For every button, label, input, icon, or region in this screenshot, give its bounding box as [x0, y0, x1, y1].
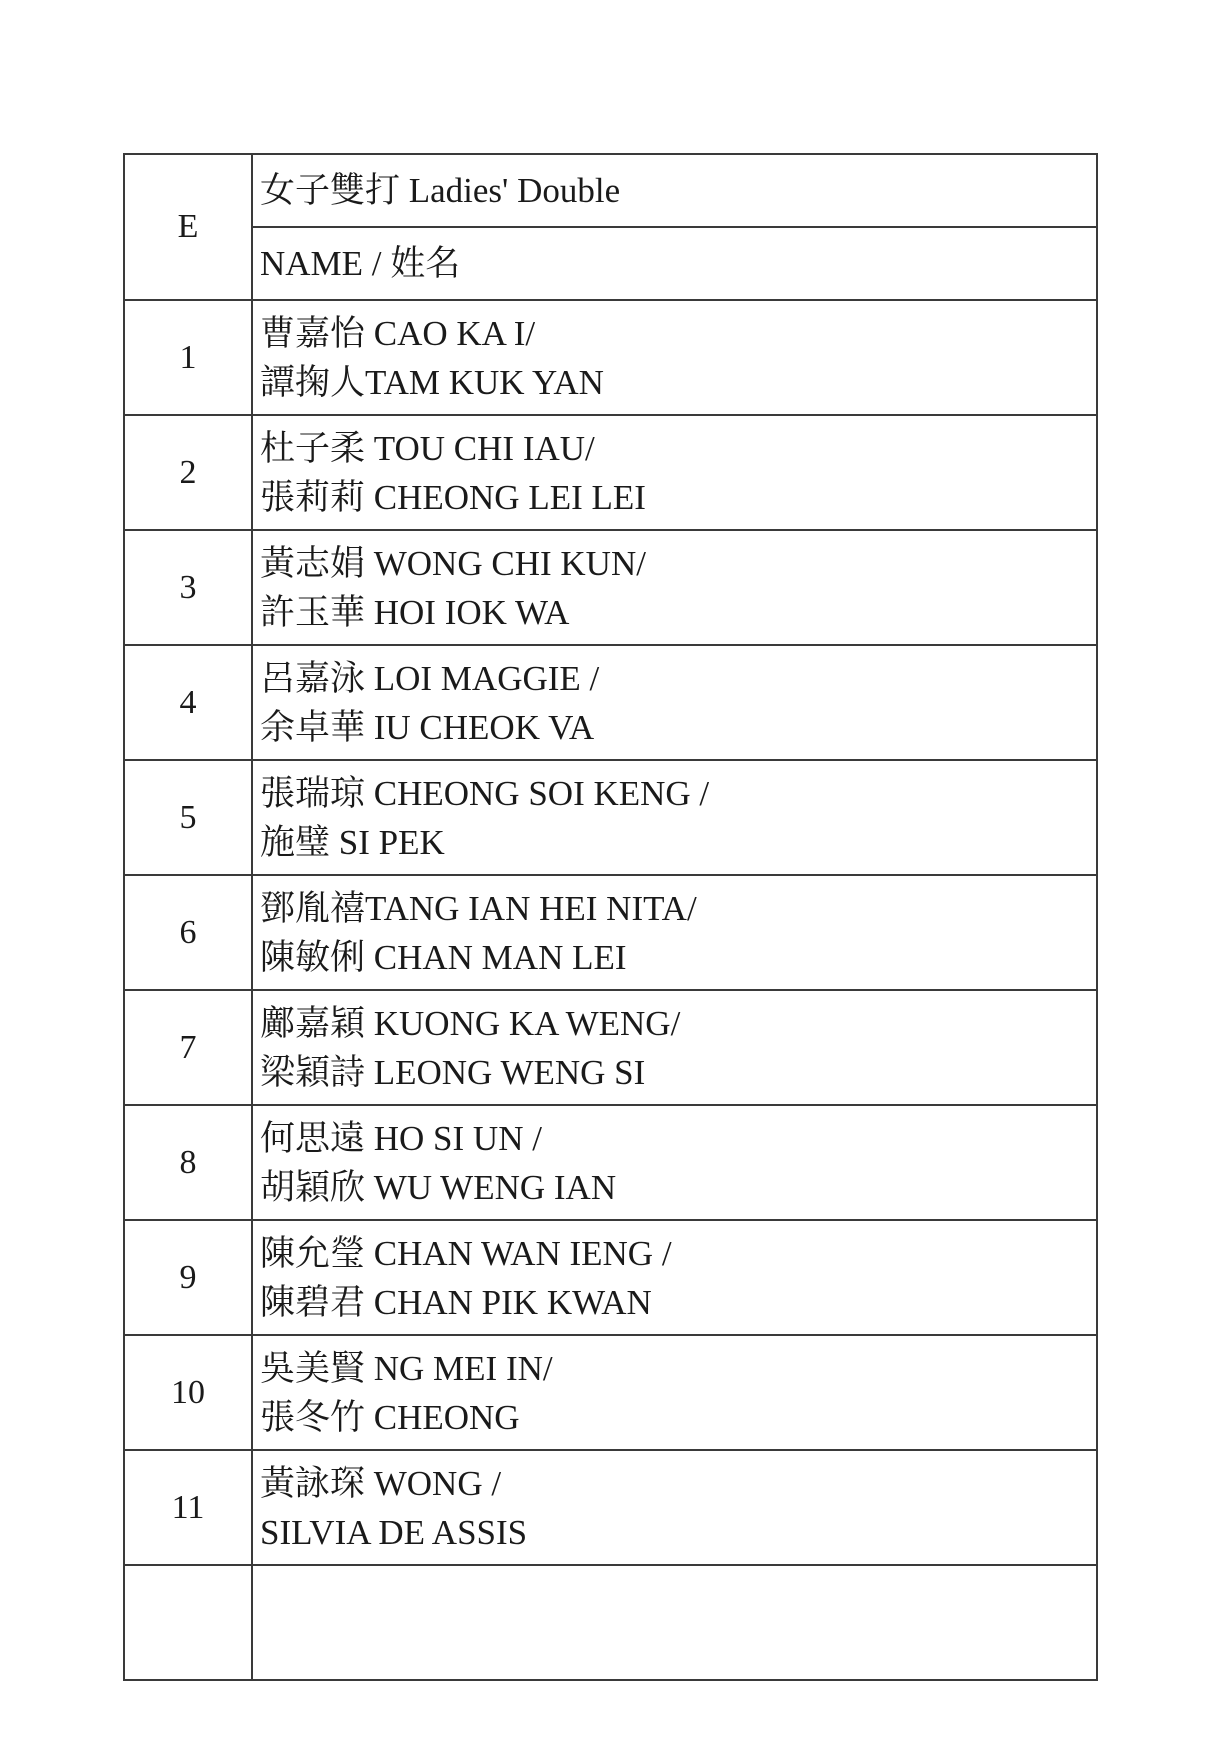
player-2-name: 施璧 SI PEK	[260, 822, 445, 862]
player-2-name: 許玉華 HOI IOK WA	[260, 592, 570, 632]
entry-number: 4	[124, 645, 252, 760]
event-title-cell: 女子雙打 Ladies' Double	[252, 154, 1097, 227]
player-1-name: 張瑞琼 CHEONG SOI KENG /	[260, 773, 710, 813]
entry-number: 2	[124, 415, 252, 530]
player-1-name: 陳允瑩 CHAN WAN IENG /	[260, 1233, 672, 1273]
table-row	[124, 1335, 1097, 1450]
player-1-name: 鄺嘉穎 KUONG KA WENG/	[260, 1003, 681, 1043]
empty-name-cell	[252, 1565, 1097, 1680]
entry-names	[252, 1105, 1097, 1220]
name-column-header-row	[124, 227, 1097, 300]
player-1-name: 黃詠琛 WONG /	[260, 1463, 502, 1503]
player-2-name: 譚掬人TAM KUK YAN	[260, 362, 604, 402]
entry-number: 5	[124, 760, 252, 875]
table-row	[124, 1105, 1097, 1220]
player-1-name: 黃志娟 WONG CHI KUN/	[260, 543, 646, 583]
table-row	[124, 760, 1097, 875]
event-code-cell: E	[124, 154, 252, 300]
entry-names	[252, 990, 1097, 1105]
player-1-name: 呂嘉泳 LOI MAGGIE /	[260, 658, 600, 698]
entry-number: 8	[124, 1105, 252, 1220]
table-row	[124, 300, 1097, 415]
entry-names	[252, 1335, 1097, 1450]
name-column-header: NAME / 姓名	[252, 227, 1097, 300]
entry-names	[252, 530, 1097, 645]
player-2-name: 梁穎詩 LEONG WENG SI	[260, 1052, 646, 1092]
table-row	[124, 875, 1097, 990]
player-1-name: 何思遠 HO SI UN /	[260, 1118, 542, 1158]
table-header-row	[124, 154, 1097, 227]
entry-names	[252, 1220, 1097, 1335]
table-row	[124, 415, 1097, 530]
player-2-name: 胡穎欣 WU WENG IAN	[260, 1167, 617, 1207]
entry-number: 7	[124, 990, 252, 1105]
entry-number: 1	[124, 300, 252, 415]
player-2-name: 陳碧君 CHAN PIK KWAN	[260, 1282, 652, 1322]
entry-names	[252, 760, 1097, 875]
player-2-name: 陳敏俐 CHAN MAN LEI	[260, 937, 627, 977]
empty-number-cell	[124, 1565, 252, 1680]
table-row	[124, 530, 1097, 645]
table-row	[124, 645, 1097, 760]
player-1-name: 吳美賢 NG MEI IN/	[260, 1348, 553, 1388]
ladies-double-roster-table	[123, 153, 1098, 1681]
table-row	[124, 1220, 1097, 1335]
player-1-name: 杜子柔 TOU CHI IAU/	[260, 428, 595, 468]
player-2-name: 余卓華 IU CHEOK VA	[260, 707, 595, 747]
entry-number: 9	[124, 1220, 252, 1335]
table-row	[124, 1450, 1097, 1565]
entry-number: 3	[124, 530, 252, 645]
entry-number: 6	[124, 875, 252, 990]
entry-names	[252, 415, 1097, 530]
player-2-name: 張冬竹 CHEONG	[260, 1397, 520, 1437]
table-row	[124, 990, 1097, 1105]
entry-names	[252, 875, 1097, 990]
player-2-name: SILVIA DE ASSIS	[260, 1512, 528, 1552]
entry-number: 11	[124, 1450, 252, 1565]
entry-names	[252, 645, 1097, 760]
entry-names	[252, 300, 1097, 415]
entry-number: 10	[124, 1335, 252, 1450]
empty-table-row	[124, 1565, 1097, 1680]
player-1-name: 曹嘉怡 CAO KA I/	[260, 313, 536, 353]
player-1-name: 鄧胤禧TANG IAN HEI NITA/	[260, 888, 697, 928]
entry-names	[252, 1450, 1097, 1565]
player-2-name: 張莉莉 CHEONG LEI LEI	[260, 477, 646, 517]
